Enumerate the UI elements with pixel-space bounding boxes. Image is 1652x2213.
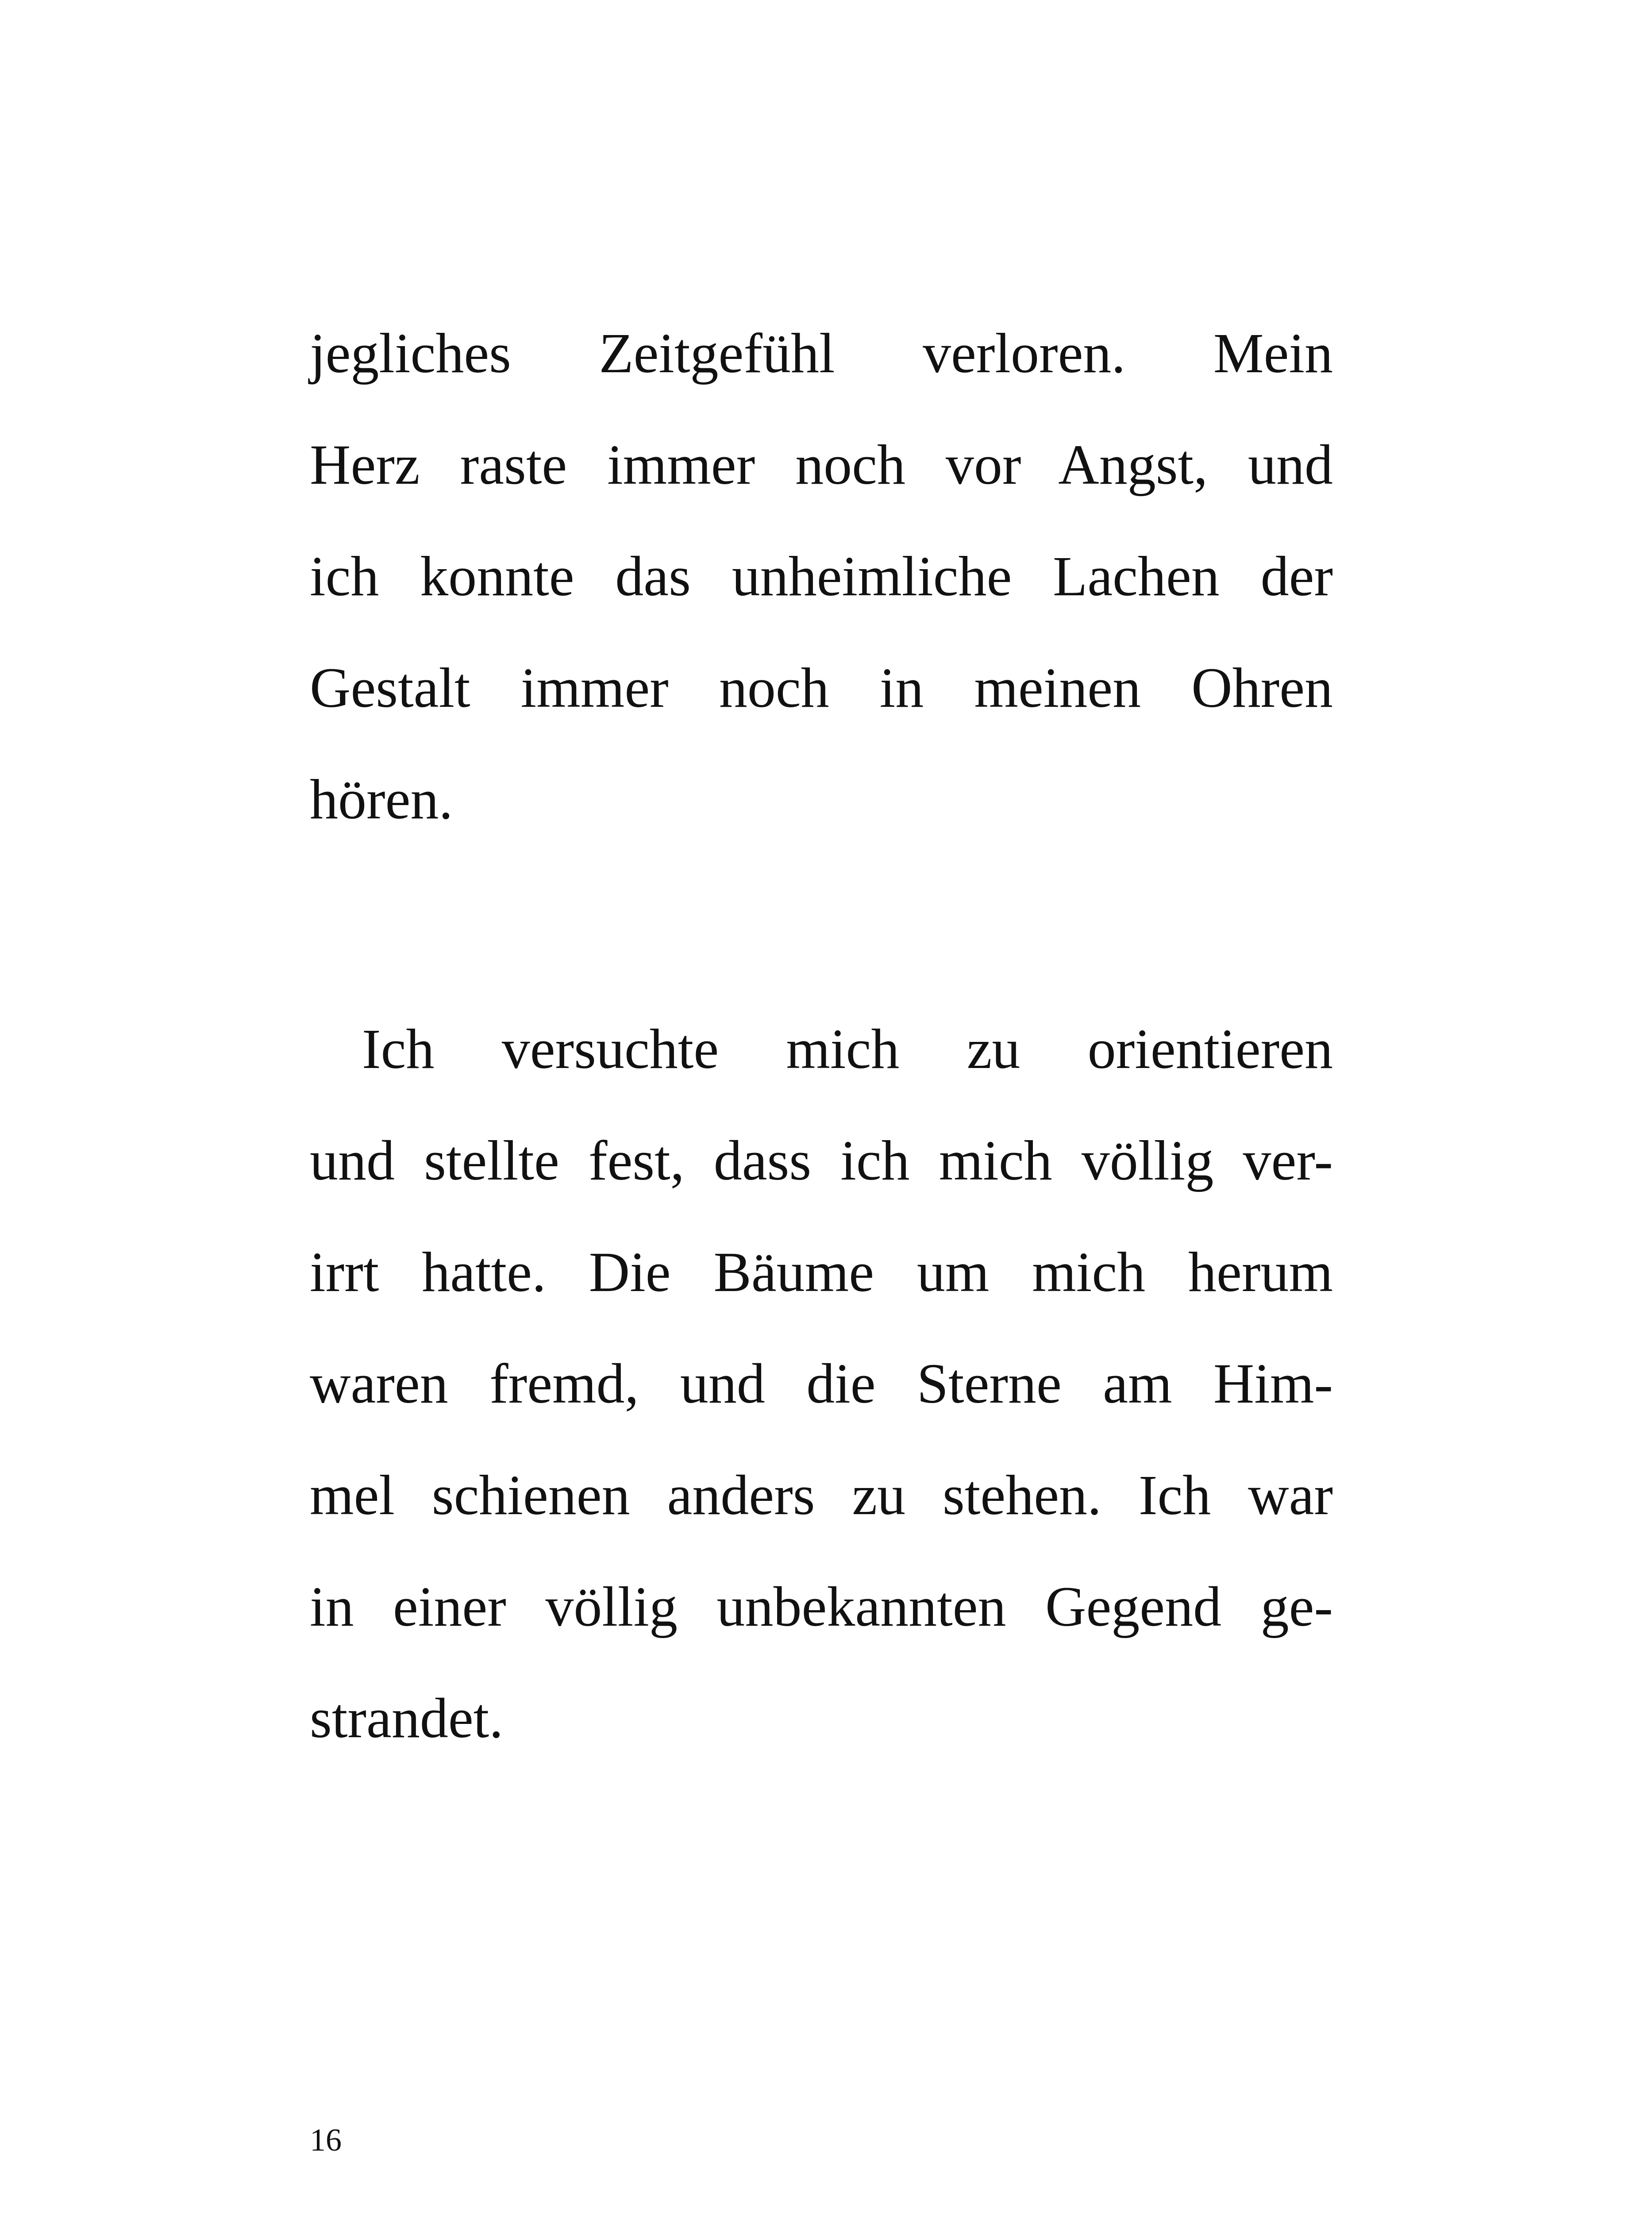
text-line: Herz raste immer noch vor Angst, und: [310, 433, 1333, 496]
paragraph-1: [310, 297, 1333, 855]
text-line: strandet.: [310, 1687, 504, 1750]
text-line: in einer völlig unbekannten Gegend ge-: [310, 1575, 1333, 1638]
text-line: hören.: [310, 768, 453, 831]
text-line: Gestalt immer noch in meinen Ohren: [310, 656, 1333, 719]
text-line: und stellte fest, dass ich mich völlig ver-: [310, 1129, 1333, 1192]
page-number: 16: [310, 2122, 342, 2158]
text-line: Ich versuchte mich zu orientieren: [362, 1018, 1333, 1080]
text-line: mel schienen anders zu stehen. Ich war: [310, 1464, 1333, 1527]
text-line: waren fremd, und die Sterne am Him-: [310, 1352, 1333, 1415]
text-line: jegliches Zeitgefühl verloren. Mein: [310, 322, 1333, 385]
text-line: irrt hatte. Die Bäume um mich herum: [310, 1241, 1333, 1303]
paragraph-2: [310, 993, 1333, 1774]
text-line: ich konnte das unheimliche Lachen der: [310, 545, 1333, 608]
